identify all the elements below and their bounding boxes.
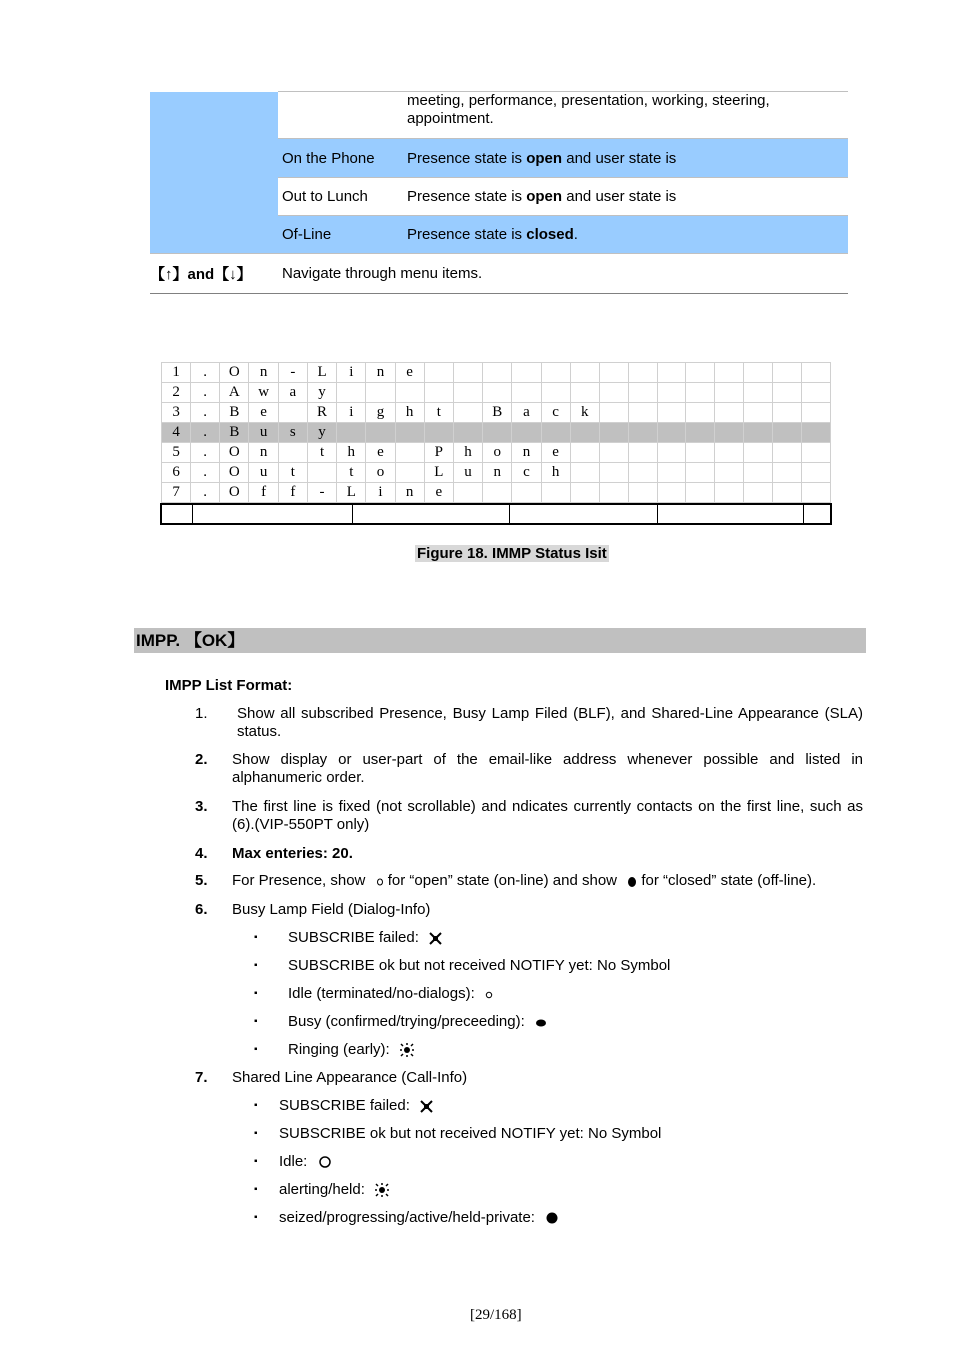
lcd-char-cell: i (337, 403, 366, 423)
lcd-char-cell: i (366, 483, 395, 503)
ringing-icon (400, 1043, 414, 1057)
item-text: Busy Lamp Field (Dialog-Info) (232, 901, 431, 918)
lcd-char-cell: w (249, 383, 278, 403)
figure-caption: Figure 18. IMMP Status Isit (417, 545, 607, 562)
sla-item: SUBSCRIBE failed: (279, 1097, 433, 1115)
sla-item: SUBSCRIBE ok but not received NOTIFY yet: No Symbol (279, 1125, 662, 1142)
lcd-char-cell: k (570, 403, 599, 423)
lcd-char-cell (686, 423, 715, 443)
item-text: The first line is fixed (not scrollable) and ndicates currently contacts on the first line, such as (6).(VIP-550PT only) (232, 798, 863, 833)
lcd-char-cell (686, 383, 715, 403)
lcd-char-cell (453, 363, 482, 383)
lcd-char-cell (424, 383, 453, 403)
item-number: 2. (195, 751, 208, 768)
busy-icon (535, 1017, 547, 1027)
lcd-char-cell: a (512, 403, 541, 423)
lcd-char-cell (773, 483, 802, 503)
page-number: [29/168] (470, 1307, 522, 1323)
lcd-char-cell (744, 483, 773, 503)
lcd-char-cell: e (366, 443, 395, 463)
lcd-char-cell: O (220, 463, 249, 483)
lcd-char-cell (599, 383, 628, 403)
section-heading: IMPP. 【OK】 (134, 628, 866, 653)
lcd-char-cell (773, 443, 802, 463)
status-on-the-phone: On the Phone (278, 139, 403, 178)
lcd-char-cell (483, 423, 512, 443)
lcd-char-cell (744, 463, 773, 483)
lcd-char-cell (628, 463, 657, 483)
lcd-char-cell (424, 423, 453, 443)
bullet-icon: ▪ (254, 1044, 258, 1055)
lcd-char-cell (801, 403, 830, 423)
lcd-char-cell: 7 (162, 483, 191, 503)
lcd-char-cell: t (424, 403, 453, 423)
lcd-char-cell (512, 383, 541, 403)
lcd-char-cell (715, 463, 744, 483)
blf-item: SUBSCRIBE ok but not received NOTIFY yet: No Symbol (288, 957, 671, 974)
lcd-char-cell: u (453, 463, 482, 483)
item-number: 7. (195, 1069, 208, 1086)
item-number: 5. (195, 872, 208, 889)
lcd-row[interactable] (162, 423, 831, 443)
lcd-char-cell: e (424, 483, 453, 503)
lcd-char-cell: f (249, 483, 278, 503)
blue-merged-cell (150, 92, 278, 254)
blf-item: Ringing (early): (288, 1041, 414, 1059)
lcd-char-cell (715, 443, 744, 463)
lcd-char-cell: 4 (162, 423, 191, 443)
bullet-icon: ▪ (254, 932, 258, 943)
subscribe-failed-icon (429, 932, 442, 945)
lcd-char-cell (541, 483, 570, 503)
subscribe-failed-icon (420, 1100, 433, 1113)
lcd-char-cell (278, 403, 307, 423)
lcd-char-cell: f (278, 483, 307, 503)
lcd-char-cell (599, 363, 628, 383)
seized-icon (545, 1211, 559, 1225)
lcd-char-cell: t (337, 463, 366, 483)
lcd-char-cell (657, 423, 686, 443)
lcd-char-cell: y (307, 383, 336, 403)
lcd-row[interactable] (162, 363, 831, 383)
lcd-char-cell (395, 383, 424, 403)
lcd-char-cell (512, 483, 541, 503)
lcd-char-cell (801, 443, 830, 463)
lcd-char-cell (628, 423, 657, 443)
lcd-char-cell: B (483, 403, 512, 423)
item-number: 6. (195, 901, 208, 918)
open-presence-icon (376, 876, 384, 886)
bullet-icon: ▪ (254, 1100, 258, 1111)
lcd-char-cell: . (191, 463, 220, 483)
lcd-char-cell (686, 483, 715, 503)
lcd-char-cell: t (278, 463, 307, 483)
lcd-char-cell (395, 463, 424, 483)
lcd-char-cell: u (249, 423, 278, 443)
lcd-char-cell (599, 463, 628, 483)
lcd-char-cell (628, 483, 657, 503)
lcd-char-cell: A (220, 383, 249, 403)
lcd-row[interactable] (162, 463, 831, 483)
lcd-char-cell (773, 383, 802, 403)
lcd-char-cell (483, 483, 512, 503)
lcd-char-cell (483, 363, 512, 383)
lcd-char-cell (483, 383, 512, 403)
lcd-char-cell (715, 383, 744, 403)
lcd-char-cell: . (191, 403, 220, 423)
idle-circle-icon (318, 1155, 332, 1169)
lcd-char-cell: h (453, 443, 482, 463)
lcd-char-cell: O (220, 363, 249, 383)
sla-item: alerting/held: (279, 1181, 389, 1199)
nav-description: Navigate through menu items. (278, 254, 848, 294)
lcd-char-cell (570, 483, 599, 503)
lcd-char-cell: c (541, 403, 570, 423)
lcd-char-cell (744, 423, 773, 443)
lcd-char-cell: h (337, 443, 366, 463)
lcd-char-cell: h (541, 463, 570, 483)
lcd-char-cell: B (220, 403, 249, 423)
lcd-char-cell (337, 383, 366, 403)
lcd-char-cell (657, 443, 686, 463)
bullet-icon: ▪ (254, 1128, 258, 1139)
status-desc: Presence state is open and user state is (403, 139, 848, 178)
lcd-row[interactable] (162, 403, 831, 423)
lcd-char-cell: . (191, 423, 220, 443)
lcd-char-cell (366, 383, 395, 403)
lcd-char-cell (512, 423, 541, 443)
lcd-char-cell (657, 383, 686, 403)
item-text: For Presence, show for “open” state (on-line) and show for “closed” state (off-line). (232, 872, 817, 889)
lcd-char-cell (541, 363, 570, 383)
blf-item: Idle (terminated/no-dialogs): (288, 985, 493, 1003)
status-desc: Presence state is open and user state is (403, 178, 848, 216)
lcd-char-cell (307, 463, 336, 483)
nav-key-label: 【↑】and【↓】 (150, 254, 278, 294)
lcd-char-cell (773, 403, 802, 423)
lcd-char-cell (657, 483, 686, 503)
lcd-char-cell (453, 383, 482, 403)
lcd-row[interactable] (162, 443, 831, 463)
lcd-char-cell (366, 423, 395, 443)
lcd-char-cell (628, 363, 657, 383)
lcd-char-cell: s (278, 423, 307, 443)
lcd-char-cell (715, 423, 744, 443)
lcd-char-cell (801, 363, 830, 383)
lcd-char-cell: h (395, 403, 424, 423)
item-text: Max enteries: 20. (232, 845, 353, 862)
lcd-char-cell (657, 463, 686, 483)
bullet-icon: ▪ (254, 1156, 258, 1167)
lcd-char-cell (744, 403, 773, 423)
lcd-char-cell (278, 443, 307, 463)
lcd-char-cell (686, 443, 715, 463)
status-desc: Presence state is closed. (403, 216, 848, 254)
lcd-char-cell: e (541, 443, 570, 463)
lcd-char-cell (570, 423, 599, 443)
item-text: Show all subscribed Presence, Busy Lamp Filed (BLF), and Shared-Line Appearance (SLA) status. (237, 705, 863, 740)
lcd-char-cell: n (483, 463, 512, 483)
lcd-char-cell (657, 363, 686, 383)
lcd-char-cell (541, 423, 570, 443)
bullet-icon: ▪ (254, 988, 258, 999)
lcd-char-cell: . (191, 443, 220, 463)
lcd-char-cell: L (337, 483, 366, 503)
lcd-char-cell: n (395, 483, 424, 503)
item-number: 3. (195, 798, 208, 815)
lcd-char-cell: L (424, 463, 453, 483)
lcd-char-cell (395, 443, 424, 463)
item-text: Show display or user-part of the email-like address whenever possible and listed in alphanumeric order. (232, 751, 863, 786)
blf-item: Busy (confirmed/trying/preceeding): (288, 1013, 547, 1031)
lcd-char-cell: . (191, 383, 220, 403)
lcd-char-cell: R (307, 403, 336, 423)
lcd-char-cell: O (220, 483, 249, 503)
lcd-char-cell: a (278, 383, 307, 403)
lcd-char-cell: e (249, 403, 278, 423)
lcd-char-cell (424, 363, 453, 383)
idle-icon (485, 989, 493, 999)
lcd-char-cell (628, 443, 657, 463)
lcd-char-cell: i (337, 363, 366, 383)
alerting-icon (375, 1183, 389, 1197)
lcd-char-cell: y (307, 423, 336, 443)
bullet-icon: ▪ (254, 1016, 258, 1027)
lcd-char-cell (686, 363, 715, 383)
status-out-to-lunch: Out to Lunch (278, 178, 403, 216)
lcd-char-cell (570, 363, 599, 383)
bullet-icon: ▪ (254, 960, 258, 971)
lcd-char-cell: - (307, 483, 336, 503)
lcd-row[interactable] (162, 483, 831, 503)
lcd-char-cell: 6 (162, 463, 191, 483)
lcd-char-cell (744, 383, 773, 403)
lcd-char-cell: n (249, 443, 278, 463)
lcd-char-cell (599, 403, 628, 423)
list-title: IMPP List Format: (165, 677, 293, 694)
lcd-char-cell (570, 443, 599, 463)
bullet-icon: ▪ (254, 1212, 258, 1223)
lcd-char-cell: 2 (162, 383, 191, 403)
lcd-char-cell: B (220, 423, 249, 443)
lcd-char-cell (801, 483, 830, 503)
lcd-char-cell (599, 483, 628, 503)
lcd-char-cell (773, 363, 802, 383)
sla-item: seized/progressing/active/held-private: (279, 1209, 559, 1227)
lcd-status-list (161, 362, 831, 503)
lcd-char-cell (686, 403, 715, 423)
lcd-char-cell (657, 403, 686, 423)
lcd-char-cell (686, 463, 715, 483)
lcd-char-cell: g (366, 403, 395, 423)
lcd-char-cell (512, 363, 541, 383)
lcd-char-cell (599, 423, 628, 443)
continued-text: meeting, performance, presentation, working, steering, appointment. (403, 92, 848, 139)
lcd-row[interactable] (162, 383, 831, 403)
lcd-char-cell (570, 383, 599, 403)
lcd-char-cell (628, 383, 657, 403)
lcd-char-cell (715, 483, 744, 503)
item-number: 4. (195, 845, 208, 862)
lcd-char-cell (773, 423, 802, 443)
lcd-char-cell (395, 423, 424, 443)
lcd-char-cell (453, 423, 482, 443)
status-off-line: Of-Line (278, 216, 403, 254)
lcd-char-cell (453, 403, 482, 423)
lcd-char-cell (744, 363, 773, 383)
lcd-char-cell: o (366, 463, 395, 483)
sla-item: Idle: (279, 1153, 332, 1171)
lcd-char-cell: - (278, 363, 307, 383)
lcd-char-cell (453, 483, 482, 503)
lcd-char-cell: L (307, 363, 336, 383)
lcd-char-cell (541, 383, 570, 403)
lcd-char-cell (801, 423, 830, 443)
closed-presence-icon (627, 875, 637, 888)
presence-state-table (150, 91, 848, 294)
lcd-char-cell: O (220, 443, 249, 463)
lcd-char-cell: o (483, 443, 512, 463)
lcd-char-cell: P (424, 443, 453, 463)
lcd-char-cell: u (249, 463, 278, 483)
lcd-char-cell (801, 463, 830, 483)
lcd-char-cell: t (307, 443, 336, 463)
lcd-char-cell (599, 443, 628, 463)
lcd-char-cell (744, 443, 773, 463)
lcd-char-cell: n (512, 443, 541, 463)
lcd-char-cell (801, 383, 830, 403)
lcd-char-cell: n (366, 363, 395, 383)
lcd-char-cell: 3 (162, 403, 191, 423)
lcd-softkey-bar (160, 503, 832, 525)
lcd-char-cell (337, 423, 366, 443)
lcd-char-cell: . (191, 483, 220, 503)
blf-item: SUBSCRIBE failed: (288, 929, 442, 947)
lcd-char-cell (715, 363, 744, 383)
lcd-char-cell (773, 463, 802, 483)
lcd-char-cell (628, 403, 657, 423)
item-text: Shared Line Appearance (Call-Info) (232, 1069, 468, 1086)
lcd-char-cell: e (395, 363, 424, 383)
lcd-char-cell (715, 403, 744, 423)
lcd-char-cell: 5 (162, 443, 191, 463)
lcd-char-cell: n (249, 363, 278, 383)
lcd-char-cell: . (191, 363, 220, 383)
bullet-icon: ▪ (254, 1184, 258, 1195)
lcd-char-cell: 1 (162, 363, 191, 383)
lcd-char-cell: c (512, 463, 541, 483)
lcd-char-cell (570, 463, 599, 483)
item-number: 1. (195, 705, 208, 722)
